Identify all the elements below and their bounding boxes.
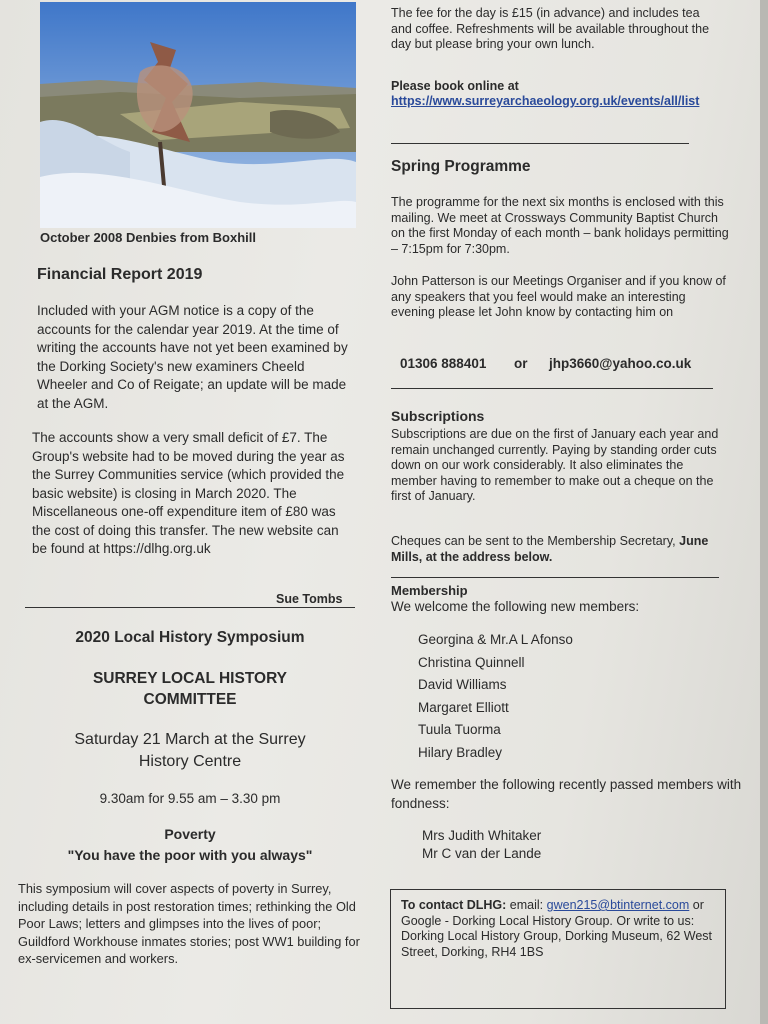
contact-phone: 01306 888401: [400, 356, 487, 371]
passed-members-list: [422, 827, 541, 863]
contact-google-text: or Google - Dorking Local History Group.: [401, 898, 704, 928]
or-text: or: [514, 356, 528, 371]
list-item: Mr C van der Lande: [422, 846, 542, 861]
symposium-description: This symposium will cover aspects of poverty in Surrey, including details in post restoration times; rethinking the Old Poor Laws; letters and glimpses into the lives of poor; Guildford Workhouse inmates stories; post WW1 building for ex-servicemen and workers.: [18, 881, 360, 966]
list-item: Tuula Tuorma: [418, 722, 501, 737]
list-item: Margaret Elliott: [418, 699, 509, 715]
symposium-theme: Poverty: [164, 826, 216, 842]
financial-para-2: The accounts show a very small deficit of £7. The Group's website had to be moved during the year as the Surrey Communities service (which provided the basic website) is closing in March 2020. The Miscellaneous one-off expenditure item of £80 was the cost of doing this transfer. The new website can be found at https://dlhg.org.uk: [32, 430, 345, 556]
contact-email: jhp3660@yahoo.co.uk: [549, 356, 692, 371]
photo-denbies: [40, 2, 356, 228]
new-members-list: [418, 629, 573, 764]
subscriptions-text: Cheques can be sent to the Membership Secretary,: [391, 534, 680, 548]
financial-para-1: Included with your AGM notice is a copy of the accounts for the calendar year 2019. At the time of writing the accounts have not yet been examined by the Dorking Society's new examiners Cheeld Wheeler and Co of Reigate; an update will be made at the AGM.: [37, 303, 348, 411]
subscriptions-para-1: Subscriptions are due on the first of January each year and remain unchanged currently. Paying by standing order cuts down on our work considerably. It also eliminates the member having to remember to make out a cheque on the first of January.: [391, 427, 719, 503]
contact-email-label: email:: [506, 898, 544, 912]
subscriptions-heading: Subscriptions: [391, 408, 485, 424]
divider: [391, 143, 689, 144]
symposium-date: [25, 729, 355, 773]
subscriptions-para-2: [391, 534, 731, 565]
list-item: Mrs Judith Whitaker: [422, 828, 542, 843]
spring-heading: Spring Programme: [391, 158, 531, 175]
spring-para-2: John Patterson is our Meetings Organiser and if you know of any speakers that you feel would make an interesting evening please let John know by contacting him on: [391, 274, 726, 319]
committee-name: [25, 668, 355, 710]
list-item: Christina Quinnell: [418, 654, 525, 670]
financial-heading: Financial Report 2019: [37, 266, 203, 283]
divider: [25, 607, 355, 608]
page-edge: [760, 0, 768, 1024]
subscriptions-bold-text: June Mills, at the address below.: [391, 534, 709, 564]
list-item: Hilary Bradley: [418, 744, 503, 760]
photo-caption: October 2008 Denbies from Boxhill: [40, 230, 257, 245]
financial-author: Sue Tombs: [276, 592, 343, 606]
passed-intro: We remember the following recently passed members with fondness:: [391, 777, 742, 811]
book-label: Please book online at: [391, 79, 519, 93]
date-line-1: Saturday 21 March at the Surrey: [74, 731, 306, 748]
list-item: David Williams: [418, 677, 507, 692]
divider: [391, 388, 713, 389]
date-line-2: History Centre: [138, 753, 242, 770]
symposium-quote: "You have the poor with you always": [67, 847, 313, 863]
divider: [391, 577, 719, 578]
list-item: Georgina & Mr.A L Afonso: [418, 632, 573, 647]
committee-line-2: COMMITTEE: [143, 691, 237, 708]
fee-text: The fee for the day is £15 (in advance) and includes tea and coffee. Refreshments will be available throughout the day but please bring your own lunch.: [391, 6, 710, 51]
symposium-heading: 2020 Local History Symposium: [75, 629, 305, 646]
committee-line-1: SURREY LOCAL HISTORY: [92, 670, 288, 687]
membership-intro: We welcome the following new members:: [391, 599, 640, 614]
contact-address: Or write to us: Dorking Local History Group, Dorking Museum, 62 West Street, Dorking, RH4 1BS: [401, 913, 712, 959]
membership-heading: Membership: [391, 583, 468, 598]
contact-box: [390, 889, 726, 1009]
contact-label: To contact DLHG:: [401, 898, 507, 912]
spring-para-1: The programme for the next six months is enclosed with this mailing. We meet at Crossways Community Baptist Church on the first Monday of each month – bank holidays permitting – 7:15pm for 7:30pm.: [391, 195, 729, 256]
book-online-link[interactable]: https://www.surreyarchaeology.org.uk/events/all/list: [391, 94, 700, 108]
symposium-time: 9.30am for 9.55 am – 3.30 pm: [99, 791, 281, 806]
contact-email-link[interactable]: gwen215@btinternet.com: [546, 898, 690, 912]
